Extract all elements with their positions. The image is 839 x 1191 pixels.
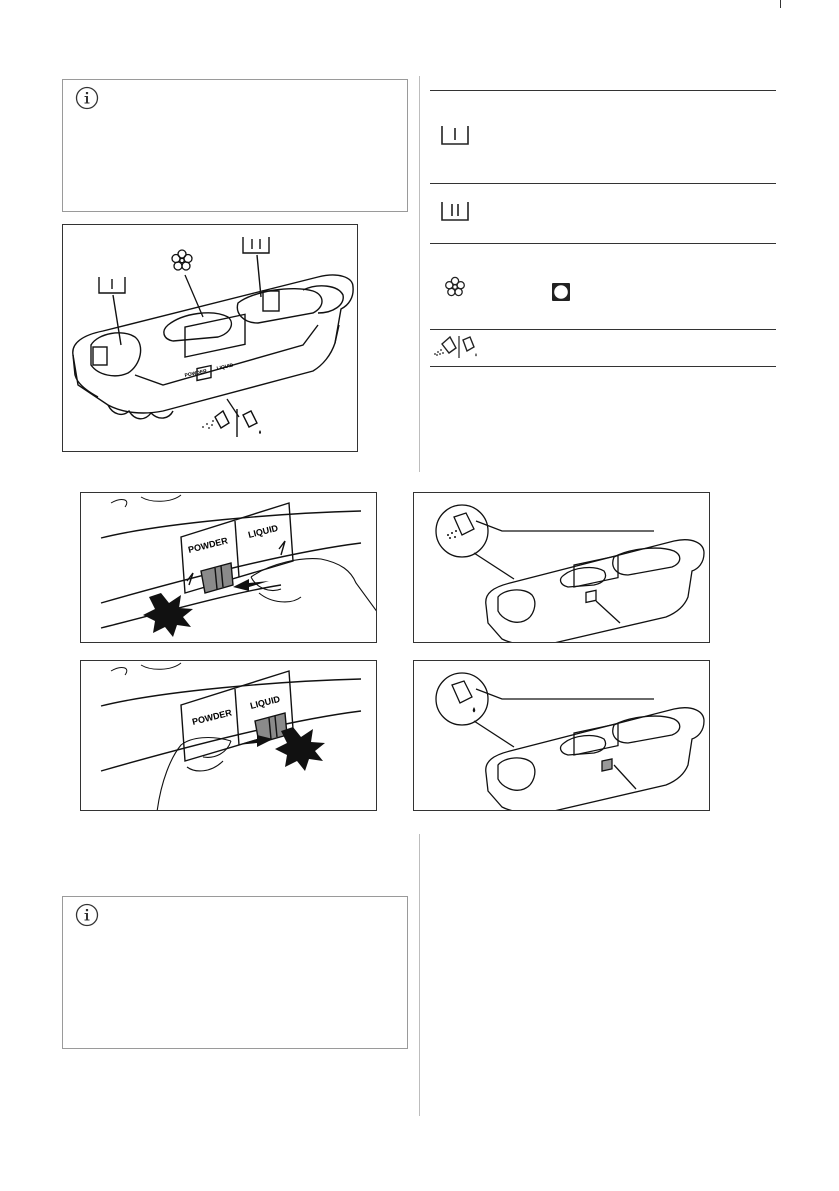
square-mark-icon	[551, 282, 571, 302]
info-icon	[75, 86, 99, 110]
slider-liquid-figure	[80, 660, 377, 811]
dispenser-powder-label: POWDER	[184, 368, 208, 379]
dispenser-drawing	[63, 225, 358, 452]
liquid-dispenser-drawing	[414, 661, 710, 811]
dispenser-liquid-label: LIQUID	[216, 362, 234, 372]
column-separator-upper	[419, 76, 420, 472]
powder-liquid-icon	[432, 334, 484, 360]
table-rule	[430, 243, 776, 244]
powder-dispenser-drawing	[414, 493, 710, 643]
table-rule	[430, 366, 776, 367]
crop-mark	[780, 0, 781, 8]
compartment-II-icon	[440, 200, 470, 222]
slider-powder-figure	[80, 492, 377, 643]
table-rule	[430, 329, 776, 330]
flower-icon	[444, 276, 466, 298]
info-icon	[75, 903, 99, 927]
compartment-I-icon	[440, 124, 470, 146]
slider-liquid-label: LIQUID	[247, 522, 280, 540]
slider-powder-label: POWDER	[187, 535, 229, 555]
liquid-dispenser-figure	[413, 660, 710, 811]
slider-powder-label-2: POWDER	[191, 707, 233, 727]
slider-liquid-label-2: LIQUID	[249, 693, 282, 711]
info-box-top	[62, 79, 408, 212]
table-rule	[430, 183, 776, 184]
slider-liquid-drawing	[81, 661, 377, 811]
dispenser-figure	[62, 224, 358, 452]
table-rule	[430, 90, 776, 91]
column-separator-lower	[419, 834, 420, 1116]
info-box-bottom	[62, 896, 408, 1049]
slider-powder-drawing	[81, 493, 377, 643]
powder-dispenser-figure	[413, 492, 710, 643]
